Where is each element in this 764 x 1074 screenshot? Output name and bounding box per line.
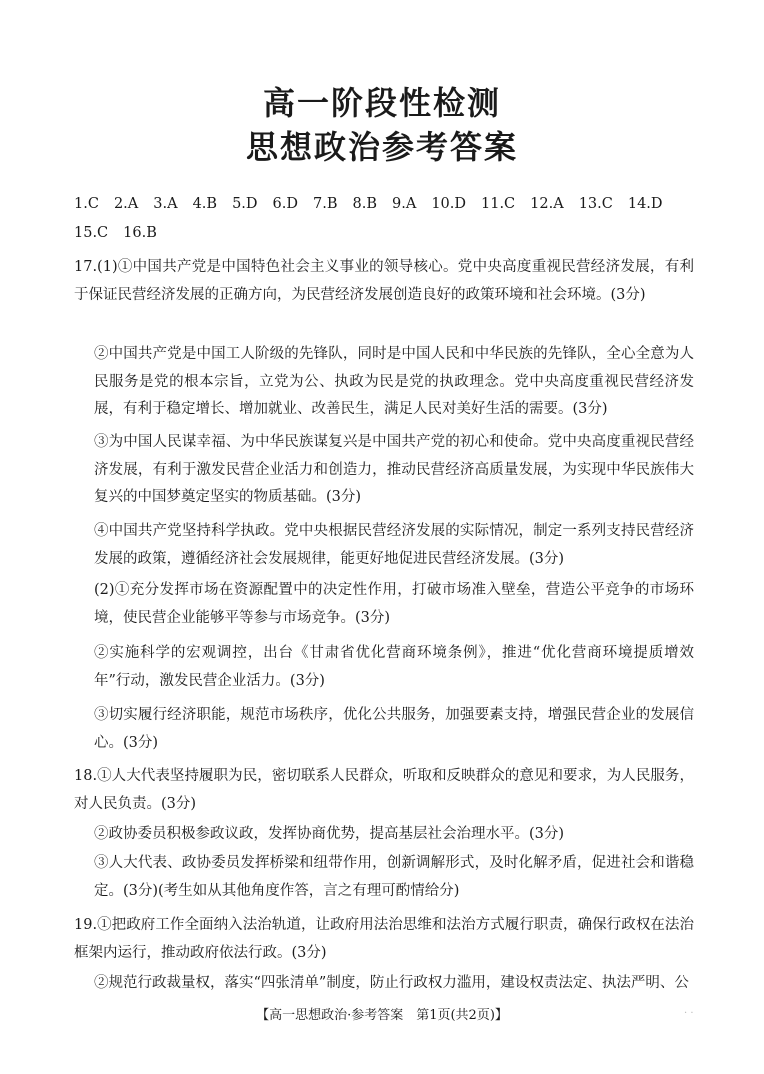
answer-item: 11.C — [481, 196, 516, 212]
answer-19-point-2: ②规范行政裁量权，落实“四张清单”制度，防止行政权力滥用，建设权责法定、执法严明、公 — [94, 975, 689, 991]
answer-item: 14.D — [627, 196, 663, 212]
answer-18-point-1: 18.①人大代表坚持履职为民，密切联系人民群众，听取和反映群众的意见和要求，为人民服务，对人民负责。(3分) — [74, 768, 694, 812]
answer-item: 3.A — [153, 196, 178, 212]
scan-mark: · · — [684, 1008, 694, 1019]
answer-17-1-point-4: ④中国共产党坚持科学执政。党中央根据民营经济发展的实际情况，制定一系列支持民营经济发展的政策，遵循经济社会发展规律，能更好地促进民营经济发展。(3分) — [94, 523, 694, 567]
answer-17-2-point-1: (2)①充分发挥市场在资源配置中的决定性作用，打破市场准入壁垒，营造公平竞争的市场环境，使民营企业能够平等参与市场竞争。(3分) — [94, 582, 694, 626]
answer-key-row-2 — [74, 225, 172, 241]
answer-17-1-point-3: ③为中国人民谋幸福、为中华民族谋复兴是中国共产党的初心和使命。党中央高度重视民营经济发展，有利于激发民营企业活力和创造力，推动民营经济高质量发展，为实现中华民族伟大复兴的中国梦奠定坚实的物质基础。(3分) — [94, 434, 694, 505]
answer-17-1-point-1: 17.(1)①中国共产党是中国特色社会主义事业的领导核心。党中央高度重视民营经济发展，有利于保证民营经济发展的正确方向，为民营经济发展创造良好的政策环境和社会环境。(3分) — [74, 259, 694, 303]
answer-item: 16.B — [123, 225, 157, 241]
answer-key-row-1 — [74, 196, 678, 212]
answer-item: 9.A — [392, 196, 417, 212]
answer-17-2-point-2: ②实施科学的宏观调控，出台《甘肃省优化营商环境条例》，推进“优化营商环境提质增效年”行动，激发民营企业活力。(3分) — [94, 645, 694, 689]
answer-item: 6.D — [272, 196, 298, 212]
answer-18-point-2: ②政协委员积极参政议政，发挥协商优势，提高基层社会治理水平。(3分) — [94, 826, 565, 842]
page-footer: 【高一思想政治·参考答案 第1页(共2页)】 — [256, 1008, 508, 1023]
answer-item: 13.C — [578, 196, 613, 212]
answer-item: 7.B — [313, 196, 338, 212]
answer-item: 4.B — [192, 196, 218, 212]
answer-item: 5.D — [232, 196, 258, 212]
answer-17-2-point-3: ③切实履行经济职能，规范市场秩序，优化公共服务，加强要素支持，增强民营企业的发展信心。(3分) — [94, 707, 694, 751]
answer-item: 15.C — [74, 225, 109, 241]
answer-17-1-point-2: ②中国共产党是中国工人阶级的先锋队，同时是中国人民和中华民族的先锋队，全心全意为人民服务是党的根本宗旨，立党为公、执政为民是党的执政理念。党中央高度重视民营经济发展，有利于稳定增长、增加就业、改善民生，满足人民对美好生活的需要。(3分) — [94, 346, 694, 417]
answer-item: 8.B — [352, 196, 377, 212]
answer-item: 1.C — [74, 196, 99, 212]
answer-18-point-3: ③人大代表、政协委员发挥桥梁和纽带作用，创新调解形式，及时化解矛盾，促进社会和谐稳定。(3分)(考生如从其他角度作答，言之有理可酌情给分) — [94, 855, 694, 899]
answer-item: 12.A — [530, 196, 564, 212]
page-subtitle: 思想政治参考答案 — [245, 128, 518, 166]
answer-item: 2.A — [113, 196, 139, 212]
answer-19-point-1: 19.①把政府工作全面纳入法治轨道，让政府用法治思维和法治方式履行职责，确保行政权在法治框架内运行，推动政府依法行政。(3分) — [74, 917, 694, 961]
answer-item: 10.D — [431, 196, 466, 212]
page-title: 高一阶段性检测 — [262, 84, 501, 122]
